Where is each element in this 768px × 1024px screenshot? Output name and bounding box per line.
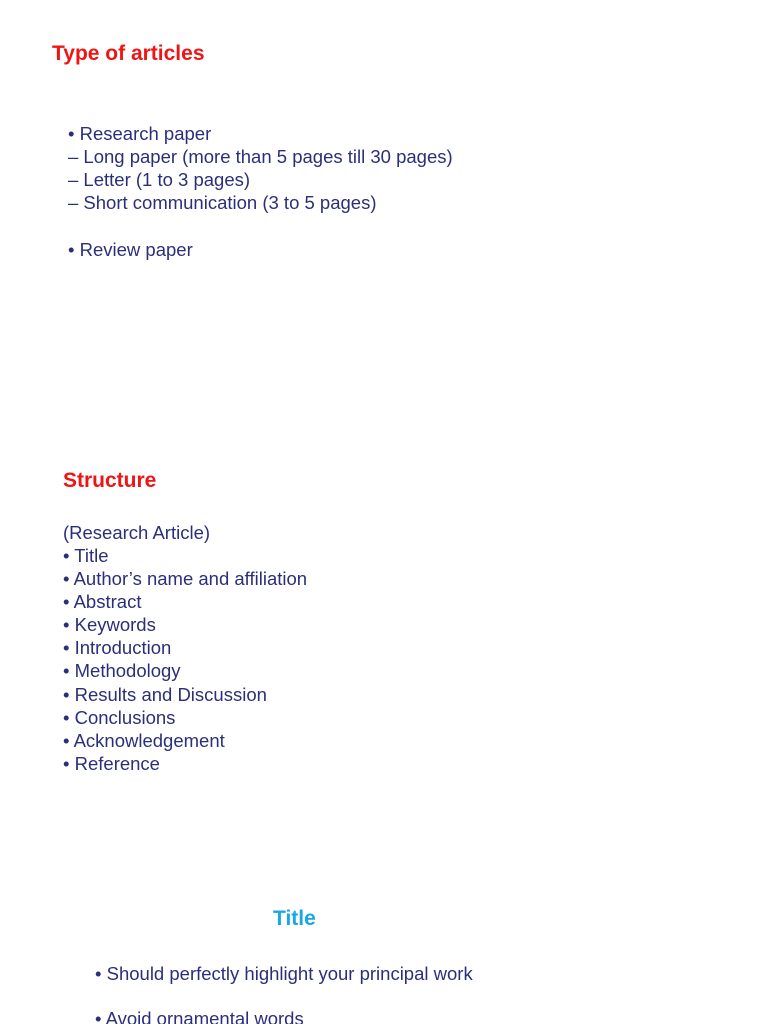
structure-item-conclusions: • Conclusions <box>63 706 176 728</box>
structure-list <box>63 544 307 775</box>
structure-heading: Structure <box>63 469 157 492</box>
research-paper-subtypes <box>68 145 453 214</box>
subtype-short-communication: – Short communication (3 to 5 pages) <box>68 192 377 214</box>
structure-item-reference: • Reference <box>63 752 160 774</box>
structure-item-title: • Title <box>63 545 109 566</box>
title-guideline-ornamental: • Avoid ornamental words <box>95 1008 304 1024</box>
review-paper-item: • Review paper <box>68 239 193 260</box>
structure-item-results: • Results and Discussion <box>63 683 267 705</box>
structure-item-methodology: • Methodology <box>63 660 181 682</box>
subtype-long-paper: – Long paper (more than 5 pages till 30 pages) <box>68 146 453 167</box>
types-heading: Type of articles <box>52 42 205 65</box>
structure-item-acknowledgement: • Acknowledgement <box>63 729 225 751</box>
structure-item-introduction: • Introduction <box>63 637 172 659</box>
structure-item-abstract: • Abstract <box>63 591 142 613</box>
structure-item-author: • Author’s name and affiliation <box>63 568 308 590</box>
research-paper-item: • Research paper <box>68 123 212 144</box>
title-section-heading: Title <box>273 907 316 930</box>
structure-intro: (Research Article) <box>63 522 211 543</box>
title-guideline-highlight: • Should perfectly highlight your principal work <box>95 963 473 984</box>
subtype-letter: – Letter (1 to 3 pages) <box>68 169 251 191</box>
structure-item-keywords: • Keywords <box>63 614 156 636</box>
